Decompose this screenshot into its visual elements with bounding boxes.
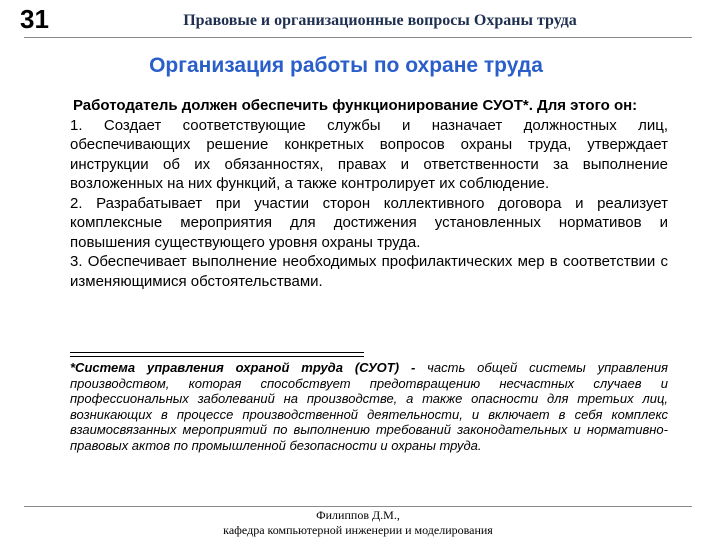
main-text bbox=[70, 96, 668, 291]
footer-divider bbox=[24, 506, 692, 507]
slide-number: 31 bbox=[20, 4, 49, 34]
list-item-3: 3. Обеспечивает выполнение необходимых профилактических мер в соответствии с изменяющимися обстоятельствами. bbox=[70, 253, 668, 290]
footnote bbox=[70, 360, 668, 453]
header-divider bbox=[24, 37, 692, 38]
footnote-divider-second bbox=[70, 356, 364, 357]
footnote-term: *Система управления охраной труда (СУОТ) - bbox=[70, 360, 416, 375]
list-item-2: 2. Разрабатывает при участии сторон коллективного договора и реализует комплексные мероприятия для достижения установленных нормативов и повышения существующего уровня охраны труда. bbox=[70, 194, 668, 251]
lead-paragraph: Работодатель должен обеспечить функционирование СУОТ*. Для этого он: bbox=[73, 97, 638, 114]
footer-department: кафедра компьютерной инженерии и моделирования bbox=[223, 523, 493, 537]
footer-author: Филиппов Д.М., bbox=[316, 508, 400, 522]
footnote-divider bbox=[70, 352, 364, 353]
footer bbox=[24, 508, 692, 538]
list-item-1: 1. Создает соответствующие службы и назначает должностных лиц, обеспечивающих решение конкретных вопросов охраны труда, утверждает инструкции об их обязанностях, правах и ответственности за выполнение возложенных на них функций, а также контролирует их соблюдение. bbox=[70, 116, 668, 192]
header-title: Правовые и организационные вопросы Охраны труда bbox=[183, 12, 577, 29]
footnote-text: часть общей системы управления производством, которая способствует предотвращению несчастных случаев и профессиональных заболеваний на производстве, а также опасности для третьих лиц, возникающих в процессе производственной деятельности, и включает в себя комплекс взаимосвязанных мероприятий по выполнению требований законодательных и нормативно-правовых актов по промышленной безопасности и охраны труда. bbox=[70, 360, 668, 453]
page-title: Организация работы по охране труда bbox=[149, 54, 543, 77]
